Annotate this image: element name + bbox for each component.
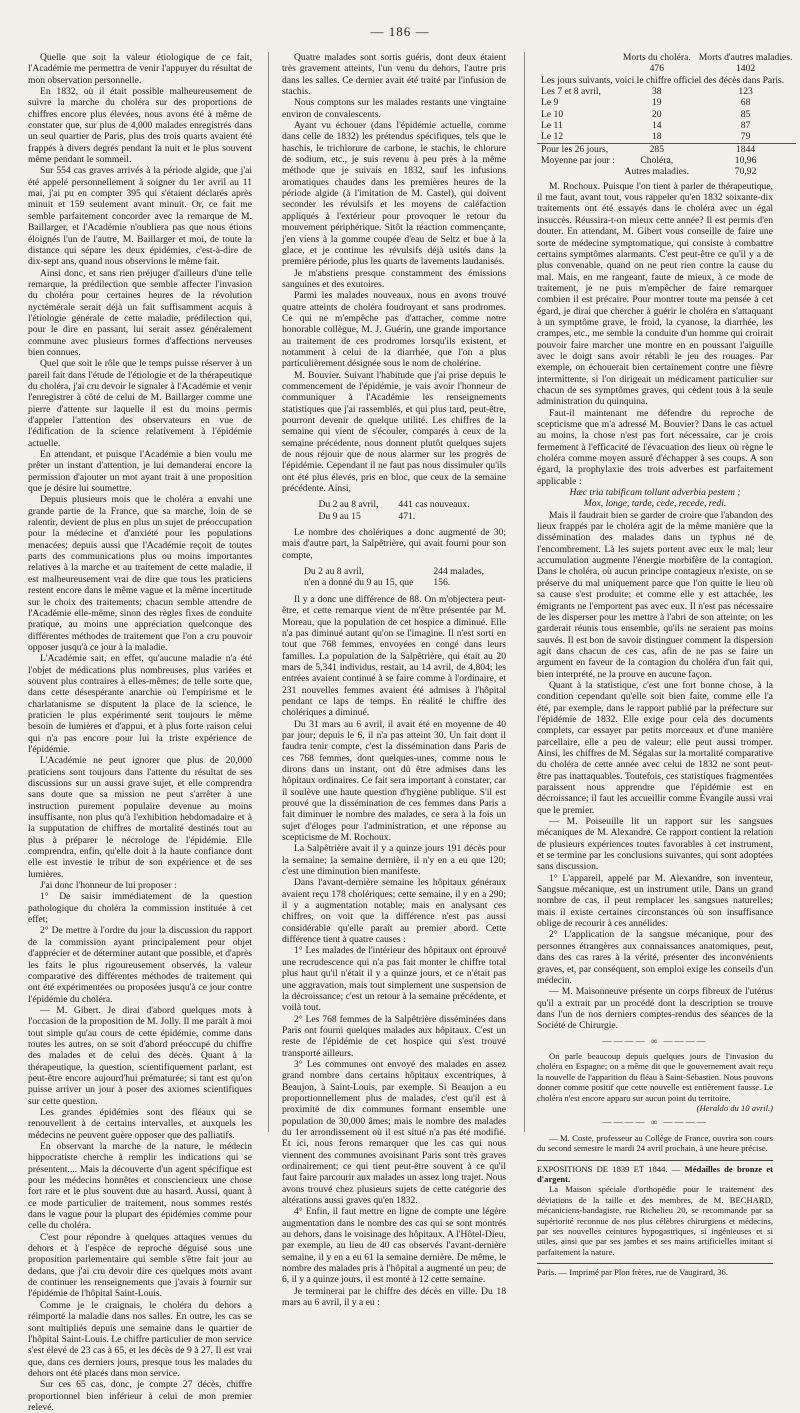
ad-title: Médailles de bronze et d'argent. [537,1163,773,1184]
paragraph: Sur ces 65 cas, donc, je compte 27 décès, chiffre proportionnel bien inférieur à celui de mon premier relevé. [28,1379,252,1413]
paragraph: Nous comptons sur les malades restants une vingtaine environ de convalescents. [282,97,506,120]
page-number: — 186 — [370,24,430,39]
paragraph: 1° Les malades de l'intérieur des hôpitaux ont éprouvé une recrudescence qui n'a pas fait monter le chiffre total plus haut qu'il n'était il y a quinze jours, et ce n'était pas une aggravation, mais tout simplement une suspension de la décroissance; c'est un retour à la semaine précédente, et voilà tout. [282,945,506,1014]
paragraph: — M. Poiseuille lit un rapport sur les sangsues mécaniques de M. Alexandre. Ce rapport contient la relation de plusieurs expériences toutes favorables à cet instrument, et se termine par les conclusions suivantes, qui sont adoptées sans discussion. [537,816,773,873]
paragraph: Les grandes épidémies sont des fléaux qui se renouvellent à de certains intervalles, et auxquels les médecins ne peuvent guère opposer que des palliatifs. [28,1106,252,1141]
table-row: Le 10 20 85 [541,108,751,120]
table-row: Les jours suivants, voici le chiffre officiel des décès dans Paris. [541,74,785,86]
paragraph: — M. Maisonneuve présente un corps fibreux de l'utérus qu'il a extrait par un procédé dont la description se trouve dans l'un de nos derniers comptes-rendus des séances de la Société de Chirurgie. [537,986,773,1032]
imprint: Paris. — Imprimé par Plon frères, rue de Vaugirard, 36. [537,1267,729,1278]
paragraph: Dans l'avant-dernière semaine les hôpitaux généraux avaient reçu 178 cholériques; cette semaine, il y en a 290; il y a augmentation notable; mais en analysant ces chiffres, on voit que la différence n'est pas aussi considérable qu'elle paraît au premier abord. Cette différence tient à quatre causes : [282,877,506,946]
column-right [537,52,793,1278]
paragraph: C'est pour répondre à quelques attaques venues du dehors et à l'espèce de reproche déguisé sous une proposition parlementaire qui semble s'être fait jour au dedans, que j'ai cru devoir dire ces quelques mots avant de continuer les renseignements que j'avais à fournir sur l'épidémie de l'hôpital Saint-Louis. [28,1231,252,1300]
ad-body: La Maison spéciale d'orthopédie pour le traitement des déviations de la taille et des membres, de M. BECHARD, mécaniciens-bandagiste, rue Richelieu 20, se recommande par sa supériorité reconnue de nos plus célèbres chirurgiens et médecins, par ses nouvelles ceintures hypogastriques, si ingénieuses et si utiles, ainsi que par ses jambes et ses mains artificielles imitant si parfaitement la nature. [537,1184,773,1257]
paragraph: En attendant, et puisque l'Académie a bien voulu me prêter un instant d'attention, je lui demanderai encore la permission d'ajouter un mot ayant trait à une proposition que je désire lui soumettre. [28,449,252,495]
latin-verse: Mox, longe, tarde, cede, recede, redi. [583,498,727,510]
paragraph: Depuis plusieurs mois que le choléra a envahi une grande partie de la France, que sa marche, loin de se ralentir, devient de plus en plus un sujet de préoccupation pour la médecine et d'anxiété pour les populations menacées; depuis aussi que l'Académie reçoit de toutes parts des communications plus ou moins importantes relatives à la marche et au traitement de cette maladie, il est malheureusement vrai de dire que tous les praticiens restent encore dans le même vague et la même incertitude sur le choix des traitements; chacun semble attendre de l'Académie elle-même, sinon des règles fixes de conduite pratique, au moins une appréciation quelconque des différentes méthodes de traitement que l'on a cru pouvoir opposer jusqu'à ce jour à la maladie. [28,494,252,653]
paragraph: 2° De mettre à l'ordre du jour la discussion du rapport de la commission ayant principalement pour objet d'apprécier et de déterminer autant que possible, et d'après les faits le plus rigoureusement observés, la valeur comparative des différentes méthodes de traitement qui ont été expérimentées ou proposées jusqu'à ce jour contre l'épidémie du choléra. [28,925,252,1005]
paragraph: Ayant vu échouer (dans l'épidémie actuelle, comme dans celle de 1832) les prétendus spécifiques, tels que le haschis, le trichlorure de carbone, le stachis, le chlorure de sodium, etc., je suis revenu à peu près à la même méthode que je suivais en 1832, sauf les infusions aromatiques chaudes dans les premières heures de la période algide (à l'imitation de M. Castel), qui doivent seconder les révulsifs et les moyens de caléfaction appliqués à l'extérieur pour provoquer le retour du mouvement périphérique. Sitôt la réaction commençante, j'en viens à la gomme coupée d'eau de Seltz et bue à la glace, et je continue les révulsifs déjà usités dans la première période, plus les quarts de lavements laudanisés. [282,120,506,268]
paragraph: 2° L'application de la sangsue mécanique, pour des personnes étrangères aux connaissances anatomiques, peut, dans des cas rares à la vérité, présenter des inconvénients graves, et, par conséquent, son emploi exige les conseils d'un médecin. [537,929,773,986]
divider [537,1263,773,1264]
paragraph: L'Académie sait, en effet, qu'aucune maladie n'a été l'objet de médications plus nombreuses, plus variées et souvent plus contraires à elles-mêmes; de telle sorte que, dans cette désespérante anarchie où l'empirisme et le charlatanisme se disputent la place de la science, le praticien le plus expérimenté sent toujours le même besoin de lumières et d'appui, et à plus forte raison celui qui n'a pas encore pour lui la triste expérience de l'épidémie. [28,653,252,755]
paragraph: La Salpêtrière avait il y a quinze jours 191 décès pour la semaine; la semaine dernière, il n'y en a eu que 120; c'est une diminution bien manifeste. [282,843,506,878]
paragraph: 1° L'appareil, appelé par M. Alexandre, son inventeur, Sangsue mécanique, est un instrument utile. Dans un grand nombre de cas, il peut remplacer les sangsues naturelles; mais il existe certaines circonstances où son insuffisance oblige de recourir à ces annélides. [537,872,773,930]
paragraph: 2° Les 768 femmes de la Salpêtrière disséminées dans Paris ont fourni quelques malades aux hôpitaux. C'est un reste de l'épidémie de cet hospice qui s'est trouvé transporté ailleurs. [282,1013,506,1059]
paragraph: 1° De saisir immédiatement de la question pathologique du choléra la commission instituée à cet effet; [28,891,252,926]
paragraph: Quatre malades sont sortis guéris, dont deux étaient très gravement atteints, l'un venu du dehors, l'autre pris dans les salles. Ce dernier avait été traité par l'infusion de stachis. [282,52,506,98]
paragraph: Quant à la statistique, c'est une fort bonne chose, à la condition cependant qu'elle soit bien faite, comme elle l'a été, par exemple, dans le rapport publié par la préfecture sur l'épidémie de 1832. Elle exige pour cela des documents complets, car essayer par petits morceaux et d'une manière parcellaire, elle a peu de valeur; elle peut aussi tromper. Ainsi, les chiffres de M. Ségalas sur la mortalité comparative du choléra de cette année avec celui de 1832 ne sont peut-être pas inattaquables. Toutefois, ces statistiques fragmentées paraissent nous apprendre que l'épidémie est en décroissance; il faut les accueillir comme Évangile aussi vrai que le premier. [537,679,773,816]
column-divider [524,52,525,1132]
table-total-row: Pour les 26 jours, 285 1844 [541,143,756,155]
paragraph: Le nombre des cholériques a donc augmenté de 30; mais d'autre part, la Salpêtrière, qui avait fourni pour son compte, [282,527,506,561]
paragraph: — M. Gibert. Je dirai d'abord quelques mots à l'occasion de la proposition de M. Jolly. Il me paraît à moi tout simple qu'au cours de cette épidémie, comme dans toutes les autres, on se soit d'abord préoccupé du chiffre des malades et de celui des décès. Quant à la thérapeutique, la question, scientifiquement parlant, est peut-être encore aujourd'hui prématurée; si tant est qu'on puisse arriver un jour à poser des axiomes scientifiques sur cette question. [28,1004,252,1107]
table-row: Autres maladies. 70,92 [624,166,757,178]
paragraph: 3° Les communes ont envoyé des malades en assez grand nombre dans certains hôpitaux excentriques, à Beaujon, à Saint-Louis, par exemple. Si Beaujon a eu proportionnellement plus de malades, c'est qu'il est à proximité de dix communes formant ensemble une population de 30,000 âmes; mais le nombre des malades du 1er arrondissement où il est situé n'a pas été modifié. Et ici, nous ferons remarquer que les cas qui nous viennent des communes avoisinant Paris sont très graves ordinairement; ce qui tient peut-être souvent à ce qu'il faut faire parcourir aux malades un assez long trajet. Nous avons trouvé chez plusieurs sujets de cette catégorie des altérations aussi graves qu'en 1832. [282,1058,506,1207]
latin-verse: Hæc tria tabificam tollunt adverbia pestem ; [569,487,741,499]
paragraph: Il y a donc une différence de 88. On m'objectera peut-être, et cette remarque vient de m'être présentée par M. Moreau, que la population de cet hospice a diminué. Elle n'a pas diminué autant qu'on se l'imagine. Il n'est sorti en tout que 768 femmes, envoyées en congé dans leurs familles. La population de la Salpêtrière, qui était au 20 mars de 5,341 individus, restait, au 14 avril, de 4,804; les entrées avaient continué à se faire comme à l'ordinaire, et 231 nouvelles femmes avaient été admises à l'hôpital pendant ce laps de temps. En réalité le chiffre des cholériques a diminué. [282,593,506,719]
paragraph: J'ai donc l'honneur de lui proposer : [40,880,177,892]
salpetriere-table [294,566,494,589]
paragraph: Du 31 mars au 6 avril, il avait été en moyenne de 40 par jour; depuis le 6, il n'a pas atteint 30. Un fait dont il faudra tenir compte, c'est la dissémination dans Paris de ces 768 femmes, dont quelques-unes, comme nous le dirons dans un instant, ont dû être admises dans les hôpitaux ordinaires. Ce fait sera important à constater, car il soulève une haute question d'hygiène publique. S'il est prouvé que la dissémination de ces femmes dans Paris a fait diminuer le nombre des malades, ce sera à la fois un sujet d'éloges pour l'administration, et une réponse au scepticisme de M. Rochoux. [282,718,506,844]
ad-lead: EXPOSITIONS DE 1839 ET 1844. — [537,1163,685,1174]
source-note: (Heraldo du 10 avril.) [696,1102,773,1113]
paragraph: 4° Enfin, il faut mettre en ligne de compte une légère augmentation dans le nombre des cas qui se sont montrés au dehors, dans le voisinage des hôpitaux. A l'Hôtel-Dieu, par exemple, au lieu de 40 cas observés l'avant-dernière semaine, il y en a eu 61 la semaine dernière. De même, le nombre des malades pris à l'hôpital a augmenté un peu; de 6, il y a quinze jours, il est monté à 12 cette semaine. [282,1206,506,1286]
paragraph: M. Rochoux. Puisque l'on tient à parler de thérapeutique, il me faut, avant tout, vous rappeler qu'en 1832 soixante-dix traitements ont été essayés dans le choléra avec un égal insuccès. Réussira-t-on mieux cette année? Il est permis d'en douter. En attendant, M. Gibert vous conseille de faire une sorte de médecine symptomatique, qui consiste à combattre certains symptômes alarmants. C'est peut-être ce qu'il y a de plus convenable, quand on ne peut rien contre la cause du mal. Mais, en me rangeant, faute de mieux, à ce mode de traitement, je ne puis m'empêcher de faire remarquer combien il est précaire. Pour montrer toute ma pensée à cet égard, je dirai que chercher à guérir le choléra en s'attaquant à un symptôme grave, le froid, la cyanose, la diarrhée, les crampes, etc., me semble la conduite d'un homme qui croirait pouvoir faire marcher une montre en en poussant l'aiguille avec le doigt sans avoir rétabli le jeu des rouages. Par exemple, on échouerait bien certainement contre une fièvre intermittente, si l'on dirigeait un médicament particulier sur chacun de ses symptômes graves, qui cèdent tous à la seule administration du quinquina. [537,180,773,408]
paragraph: Je m'abstiens presque constamment des émissions sanguines et des exutoires. [282,267,506,290]
table-row: Le 11 14 87 [541,120,751,132]
paragraph: Mais il faudrait bien se garder de croire que l'abandon des lieux frappés par le choléra agit de la même manière que la dissémination des malades dans un typhus né de l'encombrement. Là les sujets portent avec eux le mal; leur accumulation augmente l'énergie morbifère de la contagion. Dans le choléra, où aucun principe contagieux n'existe, on se préserve du mal uniquement parce que l'on quitte le lieu où sa cause s'est produite; et comme elle y est attachée, les émigrants ne l'emportent pas avec eux. Il n'est pas nécessaire de les disperser pour les mettre à l'abri de son atteinte; on les garderait réunis tous ensemble, qu'ils ne seraient pas moins sauvés. Il est bon de savoir distinguer comment la dispersion agit dans chacun de ces cas, afin de ne pas se faire un argument en faveur de la contagion du choléra d'un fait qui, bien interprété, ne la prouve en aucune façon. [537,509,773,680]
column-divider [268,52,269,1132]
paragraph: Faut-il maintenant me défendre du reproche de scepticisme que m'a adressé M. Bouvier? Dans le cas actuel au moins, la chose n'est pas fort nécessaire, car je crois fermement à l'efficacité de l'évacuation des lieux où règne le choléra comme moyen assuré d'échapper à ses coups. A son égard, la prophylaxie des trois adverbes est parfaitement applicable : [537,407,773,487]
paragraph: Quelle que soit la valeur étiologique de ce fait, l'Académie me permettra de venir l'appuyer du résultat de mon observation personnelle. [28,52,252,86]
paragraph: En observant la marche de la nature, le médecin hippocratiste cherche à remplir les indications qui se présentent.... Mais la découverte d'un agent spécifique est pour les médecins honnêtes et consciencieux une chose fort rare et le plus souvent due au hasard. Aussi, quant à ce mode particulier de traitement, nous sommes restés dans le vague pour la plupart des épidémies comme pour celle du choléra. [28,1141,252,1232]
paragraph: Comme je le craignais, le choléra du dehors a réimporté la maladie dans nos salles. En outre, les cas se sont multipliés depuis une semaine dans le quartier de l'hôpital Saint-Louis. Le chiffre particulier de mon service s'est élevé de 23 cas à 65, et les décès de 9 à 27. Il est vrai que, dans ces derniers jours, presque tous les malades du dehors ont été placés dans mon service. [28,1299,252,1379]
paragraph: M. Bouvier. Suivant l'habitude que j'ai prise depuis le commencement de l'épidémie, je vais avoir l'honneur de communiquer à l'Académie les renseignements statistiques que j'ai rassemblés, et qui plus tard, peut-être, pourront devenir de quelque utilité. Les chiffres de la semaine qui vient de s'écouler, comparés à ceux de la semaine précédente, nous donnent plutôt quelques sujets de nous réjouir que de nous alarmer sur les progrès de l'épidémie. Cependant il ne faut pas nous dissimuler qu'ils ont été plus élevés, pris en bloc, que ceux de la semaine précédente. Ainsi, [282,369,506,495]
table-header-row: Morts du choléra. Morts d'autres maladies. [622,52,793,63]
table-row: Du 9 au 15 471. [318,510,416,522]
paragraph: Ainsi donc, et sans rien préjuger d'ailleurs d'une telle remarque, la prédilection que semble affecter l'invasion du choléra pour certaines heures de la révolution nyctémérale serait déjà un fait suffisamment acquis à l'étiologie générale de cette maladie, prédilection qui, pour le dire en passant, lui serait assez généralement commune avec plusieurs formes d'affections nerveuses bien connues. [28,267,252,358]
paragraph: Je terminerai par le chiffre des décès en ville. Du 18 mars au 6 avril, il y a eu : [282,1285,506,1309]
paragraph: — M. Coste, professeur au Collège de France, ouvrira son cours du second semestre le mardi 24 avril prochain, à une heure précise. [537,1132,773,1154]
paragraph: L'Académie ne peut ignorer que plus de 20,000 praticiens sont toujours dans l'attente du résultat de ses discussions sur un aussi grave sujet, et elle comprendra sans doute que sa mission ne peut s'arrêter à une instruction purement populaire devenue au moins insuffisante, non plus qu'à l'exhibition hebdomadaire et à la supputation de chiffres de mortalité destinés tout au plus à préparer le nécrologe de l'épidémie. Elle comprendra, enfin, qu'elle doit à la haute confiance dont elle est investie le tribut de son expérience et de ses lumières. [28,755,252,880]
table-row: Du 2 au 8 avril, 244 malades, [304,566,484,578]
advertisement [537,1164,773,1185]
table-row: 476 1402 [649,63,756,75]
table-row: Du 2 au 8 avril, 441 cas nouveaux. [318,499,470,511]
paragraph: Parmi les malades nouveaux, nous en avons trouvé quatre atteints de choléra foudroyant et sans prodromes. Ce qui ne m'empêche pas d'attacher, comme notre honorable collègue, M. J. Guérin, une grande importance au traitement de ces prodromes lorsqu'ils existent, et notamment à celui de la diarrhée, que l'on a plus particulièrement désignée sous le nom de cholérine. [282,290,506,370]
paragraph: Quel que soit le rôle que le temps puisse réserver à un pareil fait dans l'étude de l'étiologie et de la thérapeutique du choléra, j'ai cru devoir le signaler à l'Académie et venir l'enregistrer à côté de celui de M. Baillarger comme une pierre d'attente sur laquelle il est du moins permis d'appeler l'attention des observateurs en vue de l'édification de la science relativement à l'épidémie actuelle. [28,358,252,449]
table-row: Le 12 18 79 [537,131,796,143]
table-row: Le 9 19 68 [541,97,751,109]
table-row: n'en a donné du 9 au 15, que 156. [304,577,451,589]
divider [537,1160,773,1161]
column-middle [282,52,506,1309]
paragraph: On parle beaucoup depuis quelques jours de l'invasion du choléra en Espagne; on a même dit que le gouvernement avait reçu la nouvelle de l'apparition du fléau à Saint-Sébastien. Nous pouvons donner comme positif que cette nouvelle est entièrement fausse. Le choléra n'est encore apparu sur aucun point du territoire. [537,1050,773,1103]
column-left [28,52,252,1413]
table-row: Moyenne par jour : Choléra, 10,96 [541,155,757,167]
table-row: Les 7 et 8 avril, 38 123 [541,86,753,98]
paragraph: Sur 554 cas graves arrivés à la période algide, que j'ai été appelé personnellement à soigner du 1er avril au 11 mai, j'ai pu en compter 395 qui s'étaient déclarés après minuit et 159 seulement avant minuit. Or, ce fait me semble parfaitement concorder avec la remarque de M. Baillarger, et l'Académie n'oubliera pas que nous étions éloignés l'un de l'autre, M. Baillarger et moi, de toute la distance qui sépare les deux épidémies, c'est-à-dire de dix-sept ans, quand nous observions le même fait. [28,165,252,268]
paragraph: En 1832, où il était possible malheureusement de suivre la marche du choléra sur des proportions de chiffres encore plus élevées, nous avons été à même de constater que, sur plus de 4,000 malades enregistrés dans un seul quartier de Paris, plus des trois quarts avaient été frappés à divers degrés pendant la nuit et le plus souvent même pendant le sommeil. [28,86,252,166]
ornament-divider: ———— ∞ ———— [602,1117,708,1128]
new-cases-table [308,499,479,522]
deaths-table [537,52,796,178]
ornament-divider: ———— ∞ ———— [602,1035,708,1046]
